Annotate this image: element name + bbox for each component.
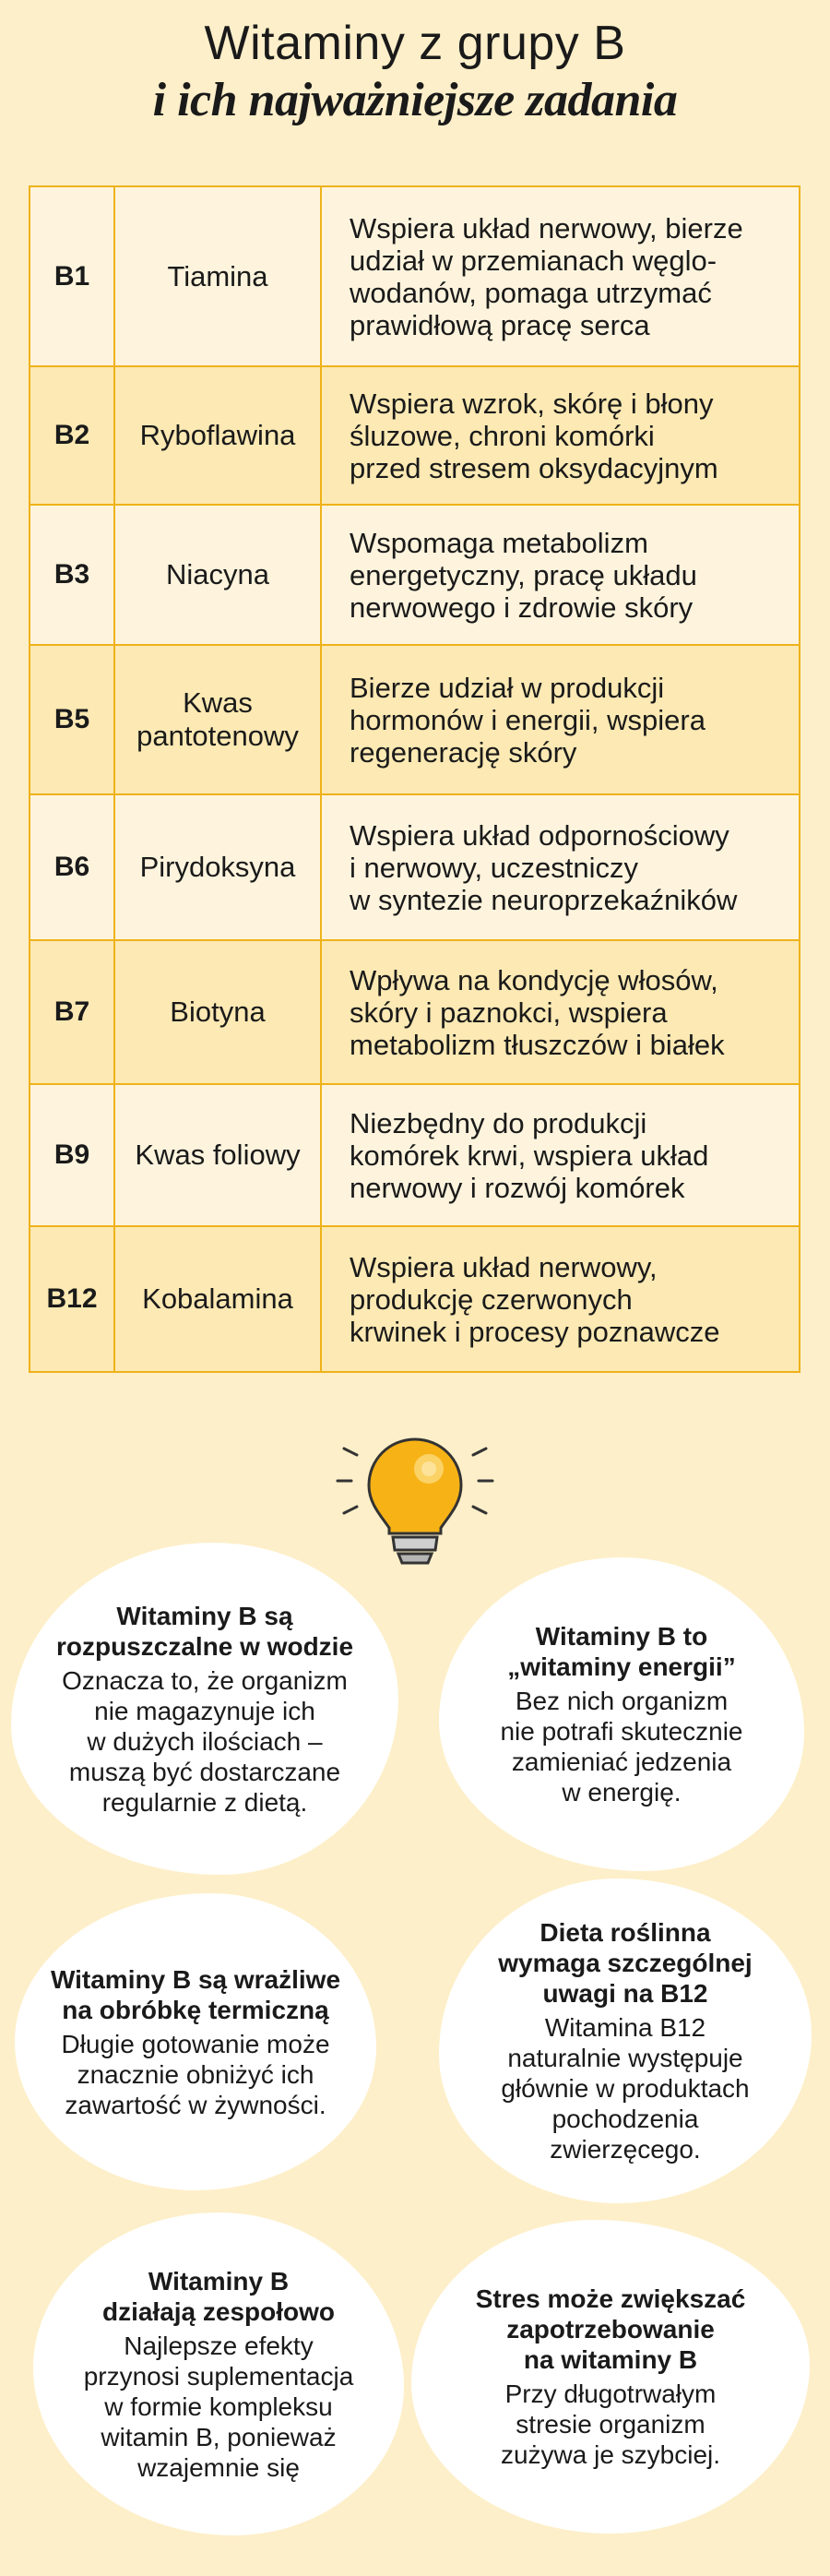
vitamin-row <box>30 505 800 645</box>
vitamin-description-line: przed stresem oksydacyjnym <box>350 451 718 484</box>
fact-body-line: witamin B, ponieważ <box>101 2422 337 2451</box>
fact-body-line: zużywa je szybciej. <box>500 2440 721 2469</box>
fact-body-line: Oznacza to, że organizm <box>62 1665 348 1695</box>
vitamin-row <box>30 1084 800 1226</box>
light-bulb-icon <box>332 1428 498 1576</box>
fact-body-line: zawartość w żywności. <box>65 2090 326 2119</box>
fact-body <box>84 2331 354 2483</box>
fact-body-line: pochodzenia <box>551 2105 699 2133</box>
fact-title <box>498 1917 752 2009</box>
vitamin-name-line: Pirydoksyna <box>139 851 296 883</box>
fact-body-line: nie potrafi skutecznie <box>500 1717 743 1746</box>
fact-body-line: zwierzęcego. <box>550 2135 701 2164</box>
vitamin-description <box>321 505 800 645</box>
vitamin-code: B3 <box>30 505 114 645</box>
fact-body-line: przynosi suplementacja <box>83 2361 354 2391</box>
fact-body <box>61 2029 329 2120</box>
fact-title-line: Witaminy B są <box>116 1601 293 1630</box>
vitamin-description-line: regenerację skóry <box>350 735 577 769</box>
fact-card <box>411 2220 810 2534</box>
vitamin-description-line: nerwowego i zdrowie skóry <box>350 590 694 624</box>
vitamin-description-line: energetyczny, pracę układu <box>350 558 697 591</box>
vitamin-row <box>30 645 800 794</box>
vitamin-row <box>30 940 800 1084</box>
fact-body <box>62 1665 348 1818</box>
vitamin-description-line: Bierze udział w produkcji <box>350 671 665 704</box>
vitamin-row <box>30 186 800 366</box>
vitamin-description-line: Wspiera układ nerwowy, <box>350 1250 658 1283</box>
fact-title <box>507 1621 735 1682</box>
fact-title-line: Dieta roślinna <box>540 1918 711 1947</box>
fact-title-line: Witaminy B są wrażliwe <box>50 1964 341 1994</box>
fact-title-line: na witaminy B <box>523 2345 698 2374</box>
vitamin-row <box>30 794 800 940</box>
vitamin-name <box>114 186 321 366</box>
vitamin-name <box>114 505 321 645</box>
vitamin-description-line: śluzowe, chroni komórki <box>350 419 655 452</box>
vitamin-name <box>114 794 321 940</box>
fact-body-line: Najlepsze efekty <box>124 2331 314 2360</box>
vitamin-description-line: wodanów, pomaga utrzymać <box>350 276 712 309</box>
fact-body-line: wzajemnie się <box>137 2452 300 2482</box>
fact-title <box>51 1964 340 2025</box>
fact-body-line: w formie kompleksu <box>104 2391 333 2421</box>
fact-body <box>501 2379 720 2470</box>
vitamin-row <box>30 1226 800 1372</box>
vitamin-name-line: Niacyna <box>166 558 269 590</box>
vitamin-table <box>29 185 800 1373</box>
vitamin-name <box>114 1084 321 1226</box>
vitamin-description-line: hormonów i energii, wspiera <box>350 703 706 736</box>
vitamin-description <box>321 366 800 505</box>
vitamin-name-line: pantotenowy <box>136 720 299 752</box>
vitamin-description <box>321 940 800 1084</box>
fact-body-line: znacznie obniżyć ich <box>77 2059 314 2089</box>
fact-title <box>102 2266 335 2327</box>
vitamin-name <box>114 940 321 1084</box>
fact-body-line: głównie w produktach <box>501 2074 750 2103</box>
vitamin-name-line: Ryboflawina <box>139 419 296 451</box>
vitamin-description <box>321 794 800 940</box>
fact-card <box>439 1878 812 2203</box>
fact-body-line: stresie organizm <box>516 2410 706 2439</box>
fact-card <box>11 1543 398 1875</box>
fact-body-line: regularnie z dietą. <box>101 1787 308 1817</box>
fact-title-line: wymaga szczególnej <box>498 1949 753 1977</box>
fact-body-line: naturalnie występuje <box>507 2044 743 2072</box>
vitamin-description-line: nerwowy i rozwój komórek <box>350 1171 685 1204</box>
vitamin-name-line: Kwas foliowy <box>135 1139 301 1171</box>
page-title: Witaminy z grupy B <box>204 17 626 70</box>
vitamin-name-line: Tiamina <box>167 259 268 292</box>
vitamin-description-line: krwinek i procesy poznawcze <box>350 1315 720 1348</box>
fact-card <box>15 1893 376 2190</box>
vitamin-name-line: Kwas <box>183 686 253 719</box>
fact-title-line: rozpuszczalne w wodzie <box>55 1631 354 1661</box>
fact-title <box>56 1601 353 1662</box>
vitamin-description-line: udział w przemianach węglo- <box>350 244 717 277</box>
vitamin-description <box>321 186 800 366</box>
vitamin-name <box>114 645 321 794</box>
fact-title-line: Witaminy B <box>148 2266 290 2296</box>
vitamin-description-line: metabolizm tłuszczów i białek <box>350 1028 725 1061</box>
vitamin-code: B5 <box>30 645 114 794</box>
fact-body-line: zamieniać jedzenia <box>511 1747 732 1776</box>
vitamin-description-line: komórek krwi, wspiera układ <box>350 1139 709 1172</box>
vitamin-description-line: w syntezie neuroprzekaźników <box>350 883 738 916</box>
vitamin-description-line: Wspiera układ odpornościowy <box>350 818 729 852</box>
fact-body-line: muszą być dostarczane <box>68 1757 341 1786</box>
vitamin-description-line: Wspiera układ nerwowy, bierze <box>350 211 743 244</box>
fact-title-line: Witaminy B to <box>535 1622 708 1651</box>
fact-title-line: zapotrzebowanie <box>506 2315 715 2343</box>
page-subtitle: i ich najważniejsze zadania <box>152 74 678 126</box>
fact-body-line: w dużych ilościach – <box>87 1726 323 1756</box>
vitamin-description-line: Niezbędny do produkcji <box>350 1106 647 1139</box>
fact-title-line: działają zespołowo <box>101 2296 336 2326</box>
vitamin-code: B2 <box>30 366 114 505</box>
fact-title-line: Stres może zwiększać <box>475 2284 746 2313</box>
fact-card <box>439 1557 804 1871</box>
fact-body <box>501 2012 749 2165</box>
fact-body-line: nie magazynuje ich <box>94 1696 315 1725</box>
vitamin-description-line: Wspiera wzrok, skórę i błony <box>350 387 714 420</box>
fact-title <box>476 2284 746 2375</box>
vitamin-name-line: Kobalamina <box>142 1282 293 1315</box>
fact-body <box>500 1686 742 1807</box>
vitamin-description-line: Wpływa na kondycję włosów, <box>350 963 718 996</box>
vitamin-code: B7 <box>30 940 114 1084</box>
vitamin-code: B6 <box>30 794 114 940</box>
vitamin-row <box>30 366 800 505</box>
vitamin-description <box>321 1084 800 1226</box>
fact-card <box>33 2212 404 2535</box>
vitamin-description <box>321 1226 800 1372</box>
vitamin-description-line: skóry i paznokci, wspiera <box>350 996 668 1029</box>
fact-body-line: Przy długotrwałym <box>504 2379 717 2408</box>
vitamin-description-line: produkcję czerwonych <box>350 1282 633 1316</box>
vitamin-code: B1 <box>30 186 114 366</box>
vitamin-description-line: prawidłową pracę serca <box>350 308 650 341</box>
fact-title-line: „witaminy energii” <box>507 1652 736 1681</box>
vitamin-code: B12 <box>30 1226 114 1372</box>
fact-title-line: na obróbkę termiczną <box>62 1995 329 2024</box>
vitamin-description <box>321 645 800 794</box>
vitamin-description-line: Wspomaga metabolizm <box>350 526 648 559</box>
vitamin-name <box>114 1226 321 1372</box>
vitamin-code: B9 <box>30 1084 114 1226</box>
vitamin-name <box>114 366 321 505</box>
fact-body-line: Witamina B12 <box>544 2013 706 2042</box>
vitamin-name-line: Biotyna <box>170 996 266 1028</box>
fact-body-line: Bez nich organizm <box>515 1687 729 1715</box>
fact-title-line: uwagi na B12 <box>542 1979 708 2008</box>
fact-body-line: w energię. <box>562 1778 682 1807</box>
vitamin-description-line: i nerwowy, uczestniczy <box>350 851 638 884</box>
fact-body-line: Długie gotowanie może <box>61 2029 330 2058</box>
